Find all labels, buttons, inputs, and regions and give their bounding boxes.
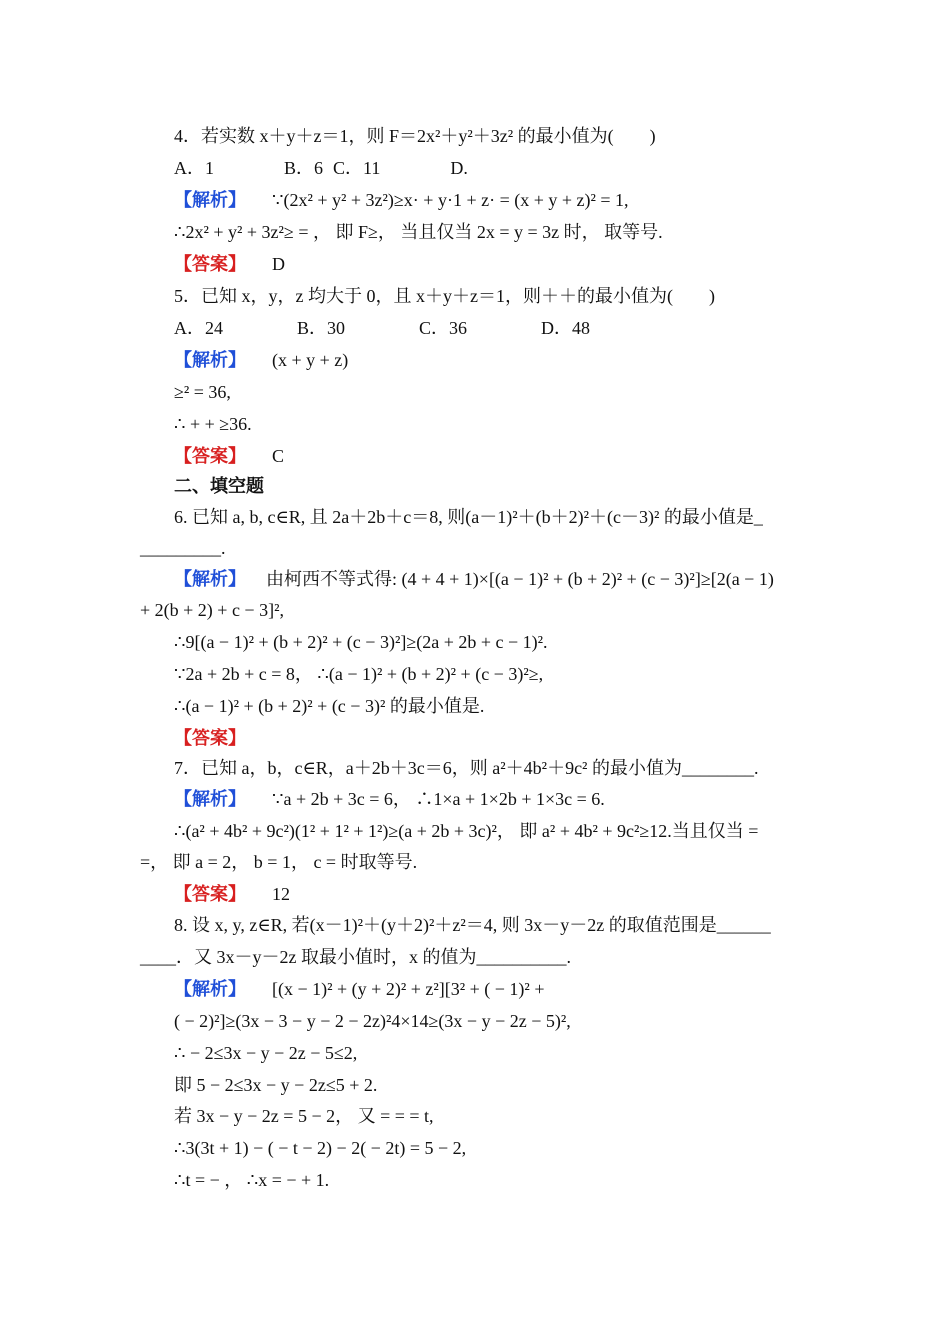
q4-analysis-line-2: ∴2x² + y² + 3z²≥ = ， 即 F≥， 当且仅当 2x = y = 3z 时， 取等号.: [174, 222, 663, 242]
section-title-fill-blank: 二、填空题: [174, 476, 264, 496]
q8-analysis-line-6: ∴3(3t + 1) − ( − t − 2) − 2( − 2t) = 5 − 2,: [174, 1138, 467, 1158]
q5-option-b: B．30: [297, 318, 346, 338]
q5-stem: 5．已知 x，y，z 均大于 0，且 x＋y＋z＝1，则＋＋的最小值为( ): [174, 286, 715, 306]
q5-analysis-label: 【解析】: [174, 350, 246, 370]
q6-analysis-line-1: [174, 567, 774, 591]
q8-analysis-line-5: 若 3x − y − 2z = 5 − 2， 又 = = = t,: [174, 1106, 434, 1126]
q4-options: [174, 156, 468, 180]
q8-analysis-line-4: 即 5 − 2≤3x − y − 2z≤5 + 2.: [174, 1075, 378, 1095]
q7-answer-label: 【答案】: [174, 884, 246, 904]
q5-options: [174, 316, 590, 340]
q8-analysis-label: 【解析】: [174, 979, 246, 999]
q4-analysis-line-1: [174, 188, 629, 212]
q4-answer-label: 【答案】: [174, 254, 246, 274]
q6-analysis-text-1: 由柯西不等式得: (4 + 4 + 1)×[(a − 1)² + (b + 2)² + (c − 3)²]≥[2(a − 1): [266, 569, 774, 589]
q5-option-a: A．24: [174, 318, 223, 338]
q6-analysis-line-2: + 2(b + 2) + c − 3]²,: [140, 600, 284, 620]
q8-analysis-line-2: ( − 2)²]≥(3x − 3 − y − 2 − 2z)²4×14≥(3x − y − 2z − 5)²,: [174, 1011, 571, 1031]
q5-answer-value: C: [272, 446, 285, 466]
q6-answer-label: 【答案】: [174, 728, 246, 748]
q4-analysis-label: 【解析】: [174, 190, 246, 210]
q8-analysis-text-1: [(x − 1)² + (y + 2)² + z²][3² + ( − 1)² +: [272, 979, 545, 999]
q7-answer-value: 12: [272, 884, 290, 904]
q6-analysis-line-3: ∴9[(a − 1)² + (b + 2)² + (c − 3)²]≥(2a + 2b + c − 1)².: [174, 632, 548, 652]
q4-answer: [174, 252, 285, 276]
q5-answer-label: 【答案】: [174, 446, 246, 466]
q4-option-a: A．1: [174, 158, 214, 178]
q8-stem-line-2: ____．又 3x－y－2z 取最小值时，x 的值为__________.: [140, 947, 571, 967]
q7-analysis-line-1: [174, 787, 605, 811]
q8-analysis-line-7: ∴t = − ， ∴x = − + 1.: [174, 1170, 330, 1190]
q5-option-d: D．48: [541, 318, 591, 338]
q5-analysis-line-2: ≥² = 36,: [174, 382, 231, 402]
q6-stem-line-2: _________.: [140, 538, 226, 558]
q5-analysis-text-1: (x + y + z): [272, 350, 349, 370]
q6-answer: [174, 726, 246, 750]
q4-option-c: C．11: [333, 158, 381, 178]
q4-option-d: D.: [450, 158, 468, 178]
q5-answer: [174, 444, 284, 468]
q6-analysis-line-5: ∴(a − 1)² + (b + 2)² + (c − 3)² 的最小值是.: [174, 696, 485, 716]
q4-option-b: B．6: [284, 158, 324, 178]
q7-analysis-line-3: =， 即 a = 2， b = 1， c = 时取等号.: [140, 852, 418, 872]
q7-analysis-label: 【解析】: [174, 789, 246, 809]
q5-analysis-line-1: [174, 348, 348, 372]
q4-analysis-text-1: ∵(2x² + y² + 3z²)≥x· + y·1 + z· = (x + y + z)² = 1,: [272, 190, 629, 210]
q8-analysis-line-1: [174, 977, 544, 1001]
q6-stem-line-1: 6. 已知 a, b, c∈R, 且 2a＋2b＋c＝8, 则(a－1)²＋(b＋2)²＋(c－3)² 的最小值是_: [174, 507, 763, 527]
q8-analysis-line-3: ∴ − 2≤3x − y − 2z − 5≤2,: [174, 1043, 358, 1063]
q7-analysis-line-2: ∴(a² + 4b² + 9c²)(1² + 1² + 1²)≥(a + 2b + 3c)²， 即 a² + 4b² + 9c²≥12.当且仅当 =: [174, 821, 759, 841]
q5-option-c: C．36: [419, 318, 468, 338]
q4-answer-value: D: [272, 254, 285, 274]
q7-answer: [174, 882, 290, 906]
q6-analysis-label: 【解析】: [174, 569, 246, 589]
q7-analysis-text-1: ∵a + 2b + 3c = 6， ∴1×a + 1×2b + 1×3c = 6.: [272, 789, 605, 809]
q4-stem: 4．若实数 x＋y＋z＝1，则 F＝2x²＋y²＋3z² 的最小值为( ): [174, 126, 656, 146]
q5-analysis-line-3: ∴ + + ≥36.: [174, 414, 252, 434]
q8-stem-line-1: 8. 设 x, y, z∈R, 若(x－1)²＋(y＋2)²＋z²＝4, 则 3x－y－2z 的取值范围是______: [174, 915, 771, 935]
q7-stem: 7．已知 a，b，c∈R，a＋2b＋3c＝6，则 a²＋4b²＋9c² 的最小值为________.: [174, 758, 759, 778]
q6-analysis-line-4: ∵2a + 2b + c = 8， ∴(a − 1)² + (b + 2)² + (c − 3)²≥,: [174, 664, 544, 684]
